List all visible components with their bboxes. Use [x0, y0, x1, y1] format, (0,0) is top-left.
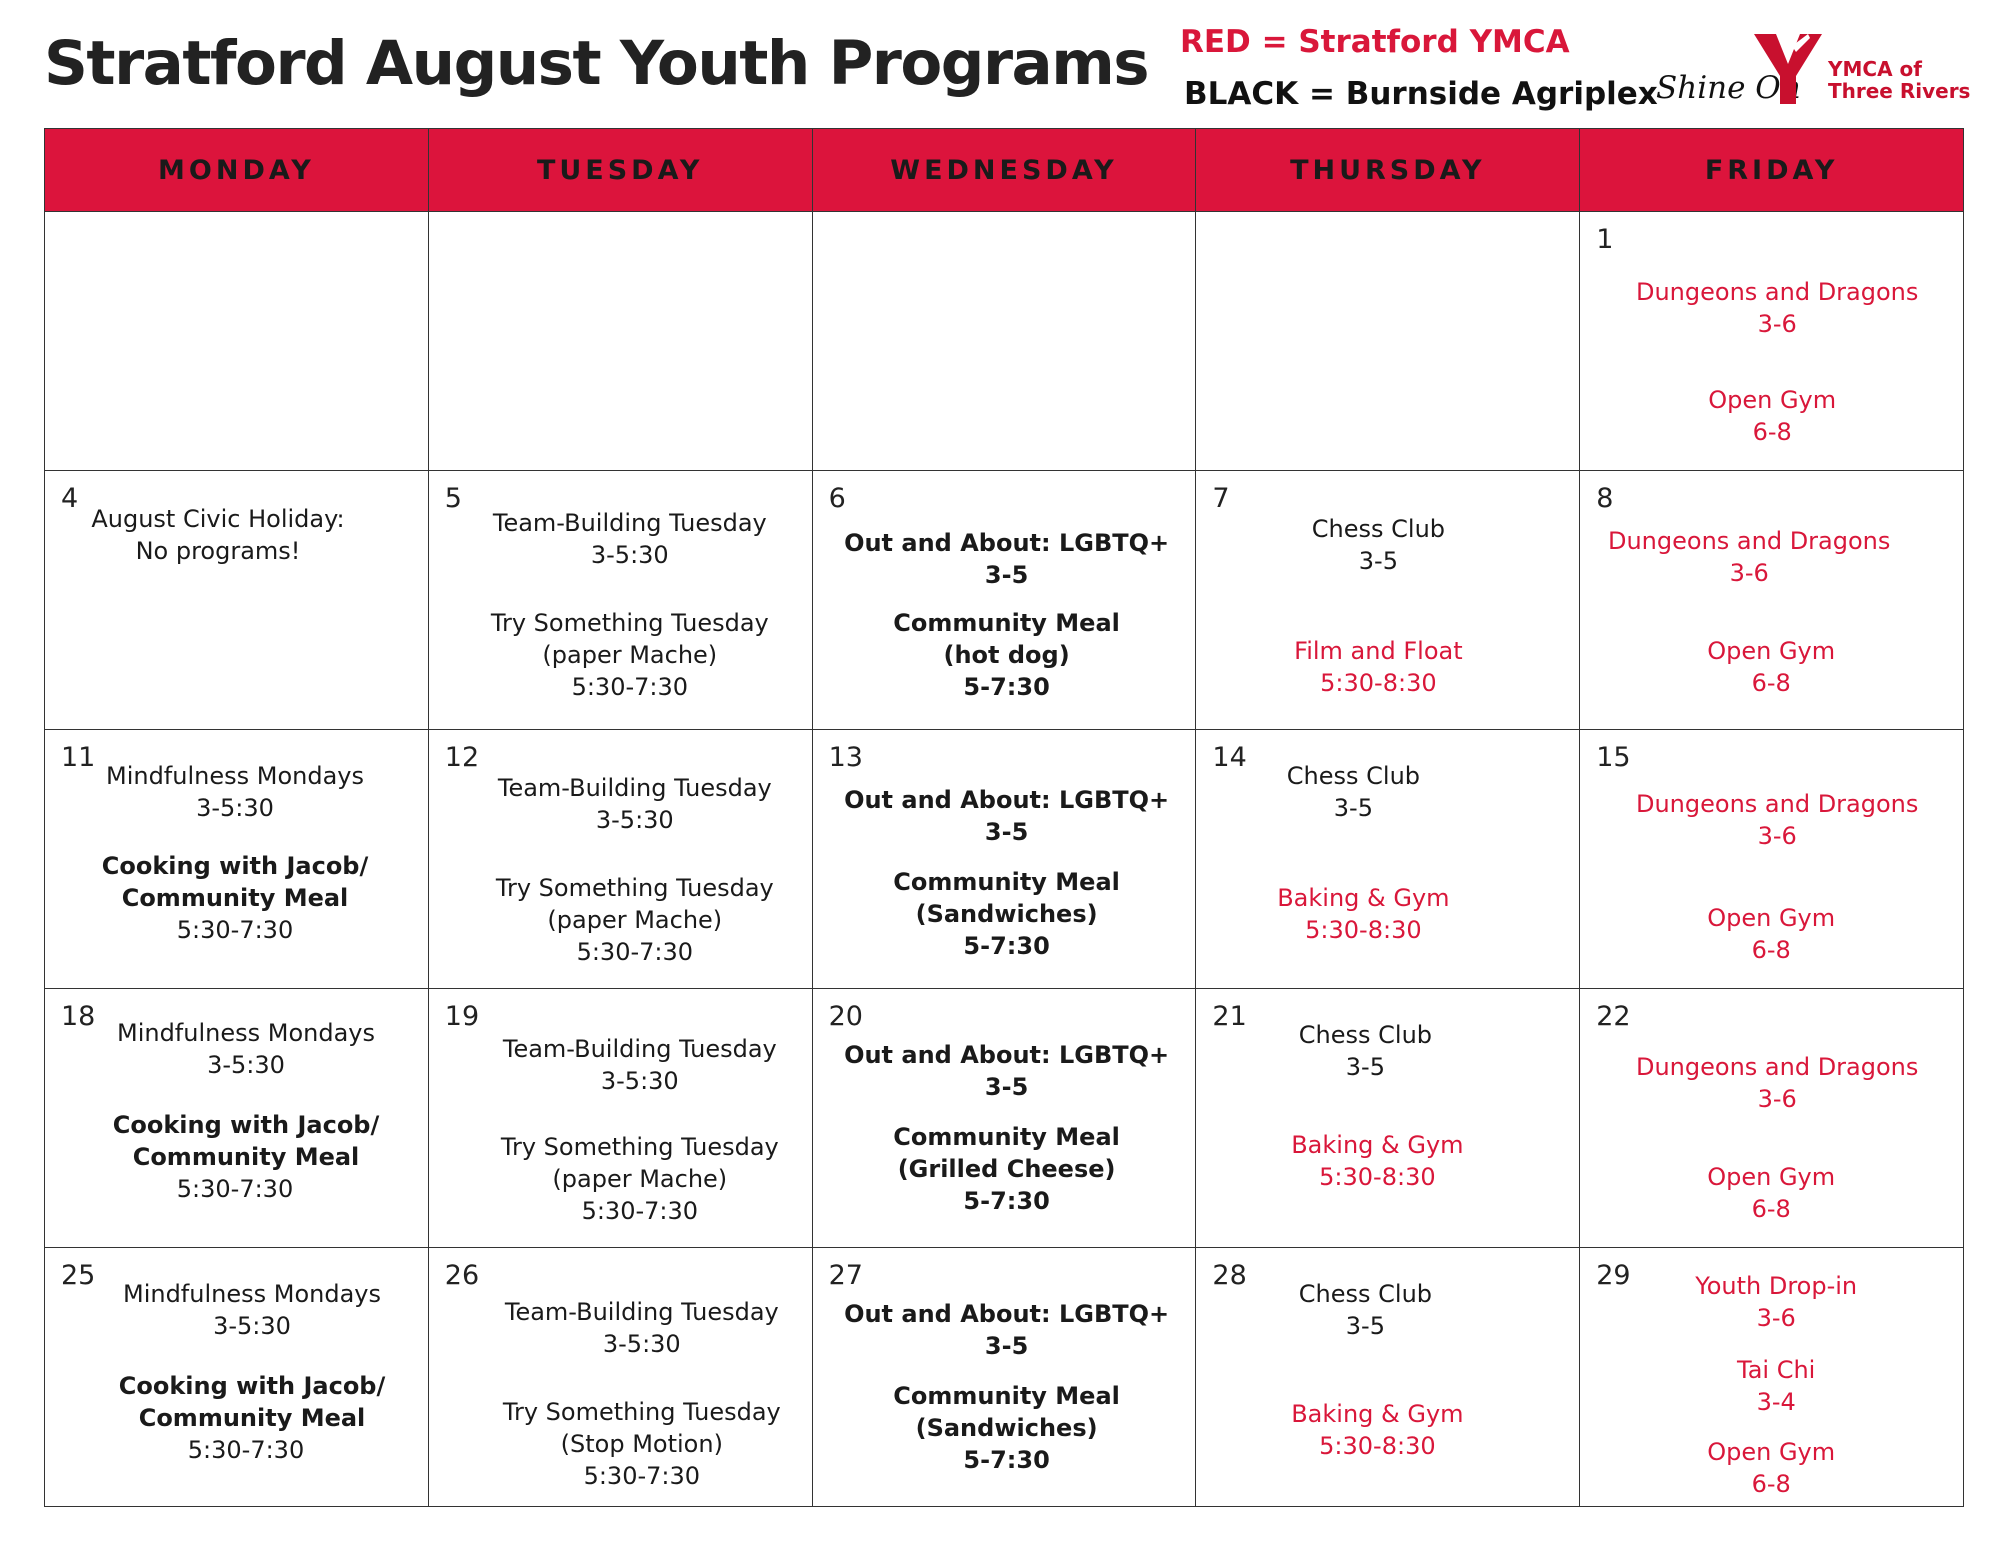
program-event	[1587, 276, 1967, 340]
week-row	[45, 471, 1964, 730]
day-cell-friday	[1580, 471, 1964, 730]
day-cell-wednesday	[812, 1248, 1196, 1507]
event-detail: 6-8	[1751, 669, 1791, 697]
day-number: 8	[1596, 483, 1614, 514]
program-event	[440, 507, 820, 571]
event-title: Open Gym	[1707, 637, 1836, 665]
event-detail: 3-5	[1345, 1312, 1385, 1340]
program-event	[1581, 635, 1961, 699]
event-title: Dungeons and Dragons	[1607, 527, 1891, 555]
legend-red: RED = Stratford YMCA	[1180, 24, 1570, 60]
event-title: Out and About: LGBTQ+	[844, 1300, 1170, 1328]
event-title: Try Something Tuesday	[495, 874, 774, 902]
event-title: Out and About: LGBTQ+	[844, 529, 1170, 557]
event-detail: 6-8	[1751, 1195, 1791, 1223]
event-detail: 3-5:30	[213, 1312, 291, 1340]
program-event	[1581, 1436, 1961, 1500]
program-event	[1587, 1051, 1967, 1115]
event-title: Chess Club	[1298, 1280, 1433, 1308]
weekday-header-row	[45, 129, 1964, 212]
day-number: 25	[61, 1260, 96, 1291]
event-title: Cooking with Jacob/	[101, 852, 369, 880]
page-title: Stratford August Youth Programs	[44, 28, 1149, 99]
event-title: Chess Club	[1298, 1021, 1433, 1049]
program-event	[1586, 1354, 1966, 1418]
day-number: 26	[444, 1260, 480, 1291]
event-title: Youth Drop-in	[1695, 1272, 1858, 1300]
event-title: Community Meal	[893, 1123, 1120, 1151]
event-title: Community Meal	[893, 868, 1120, 896]
weekday-tuesday: TUESDAY	[428, 129, 812, 212]
day-cell-monday	[45, 471, 429, 730]
day-number: 18	[61, 1001, 96, 1032]
day-number: 14	[1212, 742, 1247, 773]
program-event	[817, 784, 1197, 848]
event-title: Open Gym	[1708, 386, 1837, 414]
program-event	[1187, 1398, 1567, 1462]
event-detail: 3-6	[1756, 1304, 1796, 1332]
ymca-logo-icon	[1752, 30, 1824, 106]
event-detail: 5:30-8:30	[1319, 1432, 1436, 1460]
week-row	[45, 212, 1964, 471]
event-detail: Community Meal	[121, 884, 349, 912]
program-event	[45, 850, 425, 914]
day-number: 20	[828, 1001, 863, 1032]
event-detail: 5-7:30	[963, 932, 1050, 960]
event-detail: 3-5	[984, 818, 1029, 846]
event-title: Team-Building Tuesday	[497, 774, 772, 802]
event-title: Baking & Gym	[1277, 884, 1450, 912]
day-number: 5	[444, 483, 462, 514]
program-event	[452, 1296, 832, 1360]
program-event	[28, 503, 408, 567]
event-detail: 3-5:30	[196, 794, 274, 822]
day-cell-thursday	[1196, 730, 1580, 989]
day-cell-thursday	[1196, 471, 1580, 730]
day-cell-thursday	[1196, 212, 1580, 471]
week-row	[45, 1248, 1964, 1507]
program-event	[62, 1370, 442, 1434]
program-event	[817, 1121, 1197, 1217]
tagline: Shine On	[1656, 70, 1801, 106]
event-detail: (paper Mache)	[552, 1165, 728, 1193]
event-detail: 3-5:30	[602, 1330, 681, 1358]
event-detail: 5-7:30	[963, 1187, 1050, 1215]
event-detail: 5:30-7:30	[583, 1462, 701, 1490]
event-title: Try Something Tuesday	[490, 609, 769, 637]
event-title: Dungeons and Dragons	[1635, 790, 1919, 818]
day-number: 11	[61, 742, 96, 773]
day-cell-monday	[45, 730, 429, 989]
day-cell-thursday	[1196, 1248, 1580, 1507]
org-name: YMCA of Three Rivers	[1828, 57, 1971, 103]
event-detail: 3-5	[1358, 547, 1398, 575]
event-detail: 3-5:30	[590, 541, 669, 569]
event-detail: 3-6	[1729, 559, 1769, 587]
program-event	[440, 607, 820, 703]
day-number: 19	[444, 1001, 480, 1032]
event-detail: 3-6	[1757, 310, 1797, 338]
program-event	[1175, 1019, 1555, 1083]
day-cell-tuesday	[428, 212, 812, 471]
event-title: Community Meal	[893, 609, 1120, 637]
program-event	[45, 760, 425, 824]
event-title: Try Something Tuesday	[500, 1133, 779, 1161]
program-event	[450, 1131, 830, 1227]
program-event	[1188, 513, 1568, 577]
event-title: 5:30-7:30	[176, 916, 294, 944]
event-title: Cooking with Jacob/	[112, 1111, 380, 1139]
program-event	[1559, 525, 1939, 589]
day-cell-monday	[45, 212, 429, 471]
event-detail: 5:30-7:30	[581, 1197, 699, 1225]
day-cell-friday	[1580, 1248, 1964, 1507]
event-detail: 3-5	[1345, 1053, 1385, 1081]
program-event	[817, 1380, 1197, 1476]
event-detail: No programs!	[135, 537, 301, 565]
program-event	[452, 1396, 832, 1492]
program-event	[45, 1173, 425, 1205]
program-event	[445, 872, 825, 968]
program-event	[1582, 384, 1962, 448]
event-title: Dungeons and Dragons	[1635, 278, 1919, 306]
program-event	[445, 772, 825, 836]
day-number: 22	[1596, 1001, 1631, 1032]
day-number: 28	[1212, 1260, 1247, 1291]
event-detail: (paper Mache)	[542, 641, 718, 669]
event-title: Open Gym	[1707, 904, 1836, 932]
day-cell-wednesday	[812, 471, 1196, 730]
program-event	[1581, 1161, 1961, 1225]
calendar-body	[45, 212, 1964, 1507]
day-cell-monday	[45, 1248, 429, 1507]
event-title: Baking & Gym	[1291, 1131, 1464, 1159]
event-detail: Community Meal	[138, 1404, 366, 1432]
day-number: 6	[828, 483, 846, 514]
event-detail: 5:30-8:30	[1319, 1163, 1436, 1191]
program-event	[1581, 902, 1961, 966]
event-detail: 5-7:30	[963, 1446, 1050, 1474]
program-event	[817, 527, 1197, 591]
event-title: Team-Building Tuesday	[504, 1298, 779, 1326]
day-cell-tuesday	[428, 730, 812, 989]
event-title: August Civic Holiday:	[91, 505, 345, 533]
event-detail: 3-4	[1756, 1388, 1796, 1416]
event-title: Open Gym	[1707, 1438, 1836, 1466]
week-row	[45, 730, 1964, 989]
weekday-thursday: THURSDAY	[1196, 129, 1580, 212]
day-cell-monday	[45, 989, 429, 1248]
event-detail: (Grilled Cheese)	[897, 1155, 1116, 1183]
event-detail: 6-8	[1751, 1470, 1791, 1498]
event-detail: 5:30-8:30	[1320, 669, 1437, 697]
weekday-friday: FRIDAY	[1580, 129, 1964, 212]
event-title: Chess Club	[1286, 762, 1421, 790]
day-cell-friday	[1580, 212, 1964, 471]
event-detail: 3-6	[1757, 822, 1797, 850]
program-event	[45, 914, 425, 946]
event-title: Mindfulness Mondays	[122, 1280, 381, 1308]
day-number: 1	[1596, 224, 1614, 255]
program-event	[56, 1017, 436, 1081]
program-event	[56, 1109, 436, 1173]
event-title: Baking & Gym	[1291, 1400, 1464, 1428]
event-title: Team-Building Tuesday	[502, 1035, 777, 1063]
event-title: 5:30-7:30	[176, 1175, 294, 1203]
event-title: Out and About: LGBTQ+	[844, 786, 1170, 814]
event-detail: 3-5	[984, 561, 1029, 589]
program-event	[817, 1039, 1197, 1103]
program-event	[1173, 882, 1553, 946]
event-detail: (Sandwiches)	[915, 1414, 1098, 1442]
event-title: Tai Chi	[1737, 1356, 1816, 1384]
event-detail: (paper Mache)	[547, 906, 723, 934]
event-title: Mindfulness Mondays	[105, 762, 364, 790]
day-number: 29	[1596, 1260, 1631, 1291]
day-cell-tuesday	[428, 1248, 812, 1507]
day-number: 15	[1596, 742, 1631, 773]
event-detail: 3-5:30	[595, 806, 674, 834]
weekday-wednesday: WEDNESDAY	[812, 129, 1196, 212]
program-event	[1163, 760, 1543, 824]
program-event	[1586, 1270, 1966, 1334]
event-title: Community Meal	[893, 1382, 1120, 1410]
event-title: Mindfulness Mondays	[116, 1019, 375, 1047]
program-event	[1187, 1129, 1567, 1193]
event-detail: 3-6	[1757, 1085, 1797, 1113]
day-cell-wednesday	[812, 730, 1196, 989]
program-event	[62, 1278, 442, 1342]
event-detail: 3-5:30	[600, 1067, 679, 1095]
program-event	[817, 866, 1197, 962]
event-title: Out and About: LGBTQ+	[844, 1041, 1170, 1069]
day-number: 7	[1212, 483, 1230, 514]
event-detail: 5-7:30	[963, 673, 1050, 701]
program-event	[817, 607, 1197, 703]
day-cell-tuesday	[428, 471, 812, 730]
day-cell-tuesday	[428, 989, 812, 1248]
weekday-monday: MONDAY	[45, 129, 429, 212]
event-detail: 5:30-7:30	[571, 673, 689, 701]
event-title: Chess Club	[1311, 515, 1446, 543]
event-detail: (Sandwiches)	[915, 900, 1098, 928]
event-detail: 3-5	[1333, 794, 1373, 822]
event-detail: Community Meal	[132, 1143, 360, 1171]
event-title: Team-Building Tuesday	[492, 509, 767, 537]
day-number: 4	[61, 483, 79, 514]
event-title: Cooking with Jacob/	[118, 1372, 386, 1400]
day-number: 12	[444, 742, 480, 773]
program-event	[1188, 635, 1568, 699]
day-number: 13	[828, 742, 863, 773]
event-detail: 5:30-7:30	[576, 938, 694, 966]
program-event	[56, 1434, 436, 1466]
event-title: Film and Float	[1294, 637, 1463, 665]
event-detail: 3-5	[984, 1073, 1029, 1101]
day-cell-wednesday	[812, 212, 1196, 471]
program-event	[450, 1033, 830, 1097]
legend-black: BLACK = Burnside Agriplex	[1184, 76, 1658, 112]
week-row	[45, 989, 1964, 1248]
day-cell-wednesday	[812, 989, 1196, 1248]
program-event	[1175, 1278, 1555, 1342]
event-title: 5:30-7:30	[187, 1436, 305, 1464]
program-event	[817, 1298, 1197, 1362]
program-event	[1587, 788, 1967, 852]
event-detail: 5:30-8:30	[1305, 916, 1422, 944]
day-cell-friday	[1580, 730, 1964, 989]
event-detail: (Stop Motion)	[560, 1430, 723, 1458]
event-detail: 3-5	[984, 1332, 1029, 1360]
event-detail: 6-8	[1751, 936, 1791, 964]
calendar-grid	[44, 128, 1964, 1507]
day-number: 21	[1212, 1001, 1247, 1032]
event-title: Dungeons and Dragons	[1635, 1053, 1919, 1081]
event-detail: 6-8	[1752, 418, 1792, 446]
day-number: 27	[828, 1260, 863, 1291]
day-cell-friday	[1580, 989, 1964, 1248]
event-detail: (hot dog)	[943, 641, 1070, 669]
event-detail: 3-5:30	[207, 1051, 285, 1079]
day-cell-thursday	[1196, 989, 1580, 1248]
event-title: Try Something Tuesday	[502, 1398, 781, 1426]
event-title: Open Gym	[1707, 1163, 1836, 1191]
